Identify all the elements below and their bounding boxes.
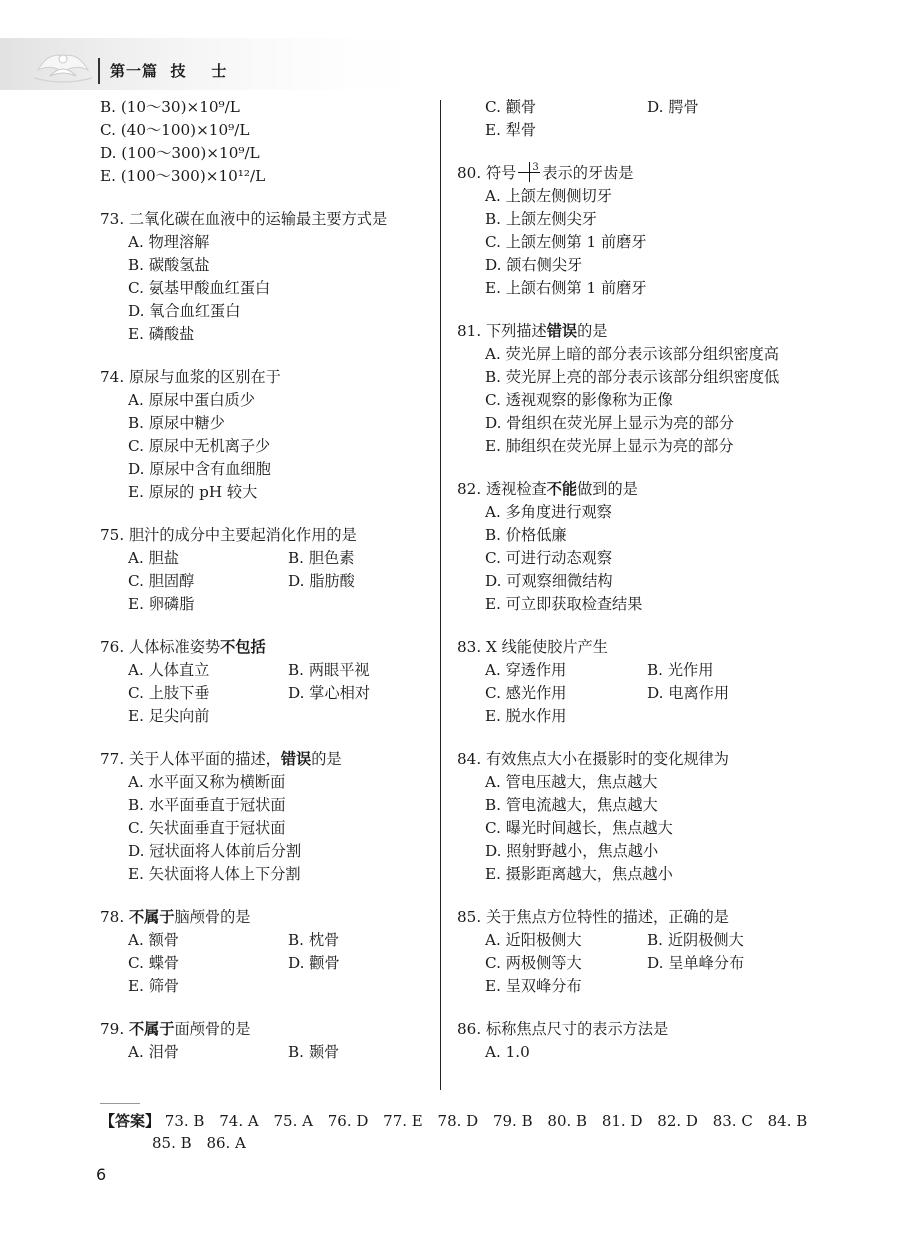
question-stem: 73. 二氧化碳在血液中的运输最主要方式是 xyxy=(100,210,388,228)
option: D. (100～300)×10⁹/L xyxy=(100,144,260,162)
option-row xyxy=(100,659,470,682)
option: A. 物理溶解 xyxy=(128,233,210,251)
option: E. 原尿的 pH 较大 xyxy=(128,483,258,501)
stem-text: 表示的牙齿是 xyxy=(542,164,634,182)
question-85 xyxy=(457,906,787,998)
option: C. 感光作用 xyxy=(485,684,567,702)
option: C. (40～100)×10⁹/L xyxy=(100,121,250,139)
option: E. 肺组织在荧光屏上显示为亮的部分 xyxy=(485,437,734,455)
question-78 xyxy=(100,906,470,998)
option: D. 颌右侧尖牙 xyxy=(485,256,583,274)
option: C. 胆固醇 xyxy=(128,572,195,590)
question-79 xyxy=(100,1018,470,1064)
option: C. 蝶骨 xyxy=(128,954,180,972)
option: A. 额骨 xyxy=(128,931,179,949)
option: D. 腭骨 xyxy=(647,98,699,116)
stem-text: 做到的是 xyxy=(577,480,638,498)
option: D. 氧合血红蛋白 xyxy=(128,302,241,320)
option: E. 摄影距离越大，焦点越小 xyxy=(485,865,673,883)
stem-text: 82. 透视检查 xyxy=(457,480,547,498)
option: A. 胆盐 xyxy=(128,549,179,567)
option: D. 可观察细微结构 xyxy=(485,572,613,590)
stem-text: 80. 符号 xyxy=(457,164,517,182)
option: B. 价格低廉 xyxy=(485,526,567,544)
stem-emphasis: 错误 xyxy=(546,322,578,340)
question-84 xyxy=(457,748,787,886)
option: E. 筛骨 xyxy=(128,977,180,995)
answer-item: 78. D xyxy=(437,1112,479,1130)
option: A. 泪骨 xyxy=(128,1043,179,1061)
answer-key xyxy=(100,1110,817,1154)
answer-item: 77. E xyxy=(383,1112,423,1130)
option: B. 近阴极侧大 xyxy=(647,931,744,949)
option: B. 管电流越大，焦点越大 xyxy=(485,796,658,814)
option: D. 掌心相对 xyxy=(288,684,371,702)
question-75 xyxy=(100,524,470,616)
stem-text: 78. xyxy=(100,908,129,926)
option-row xyxy=(100,929,470,952)
answer-item: 82. D xyxy=(657,1112,698,1130)
answer-item: 86. A xyxy=(206,1134,246,1152)
option: C. 曝光时间越长，焦点越大 xyxy=(485,819,673,837)
option-row xyxy=(457,96,787,119)
stem-text: 脑颅骨的是 xyxy=(174,908,251,926)
option: C. 上颌左侧第 1 前磨牙 xyxy=(485,233,647,251)
question-81 xyxy=(457,320,787,458)
question-80 xyxy=(457,162,787,300)
option: B. 颞骨 xyxy=(288,1043,340,1061)
question-stem: 86. 标称焦点尺寸的表示方法是 xyxy=(457,1020,669,1038)
option: C. 透视观察的影像称为正像 xyxy=(485,391,673,409)
option: B. 水平面垂直于冠状面 xyxy=(128,796,286,814)
answer-label: 【答案】 xyxy=(100,1112,161,1130)
option: A. 荧光屏上暗的部分表示该部分组织密度高 xyxy=(485,345,779,363)
option: C. 氨基甲酸血红蛋白 xyxy=(128,279,271,297)
answer-row xyxy=(100,1110,817,1132)
option: E. (100～300)×10¹²/L xyxy=(100,167,266,185)
option-row xyxy=(457,659,787,682)
option: C. 上肢下垂 xyxy=(128,684,210,702)
option: E. 足尖向前 xyxy=(128,707,210,725)
stem-text: 的是 xyxy=(311,750,342,768)
question-83 xyxy=(457,636,787,728)
stem-text: 81. 下列描述 xyxy=(457,322,547,340)
option: D. 照射野越小，焦点越小 xyxy=(485,842,659,860)
option: E. 卵磷脂 xyxy=(128,595,195,613)
question-stem: 84. 有效焦点大小在摄影时的变化规律为 xyxy=(457,750,729,768)
stem-text: 79. xyxy=(100,1020,129,1038)
tooth-quadrant-symbol xyxy=(516,162,542,182)
question-stem: 85. 关于焦点方位特性的描述，正确的是 xyxy=(457,908,729,926)
option: C. 矢状面垂直于冠状面 xyxy=(128,819,286,837)
option: E. 矢状面将人体上下分割 xyxy=(128,865,301,883)
question-stem xyxy=(100,906,470,929)
option: B. 上颌左侧尖牙 xyxy=(485,210,597,228)
option: E. 可立即获取检查结果 xyxy=(485,595,643,613)
option: B. 光作用 xyxy=(647,661,714,679)
option: A. 管电压越大，焦点越大 xyxy=(485,773,658,791)
option-row xyxy=(100,547,470,570)
option-row xyxy=(100,682,470,705)
tooth-number: 3 xyxy=(532,162,539,173)
stem-text: 77. 关于人体平面的描述， xyxy=(100,750,281,768)
option: B. 枕骨 xyxy=(288,931,340,949)
option: B. (10～30)×10⁹/L xyxy=(100,98,240,116)
header-separator xyxy=(98,58,100,84)
option: B. 原尿中糖少 xyxy=(128,414,225,432)
question-stem xyxy=(100,748,470,771)
option: B. 胆色素 xyxy=(288,549,355,567)
option: B. 荧光屏上亮的部分表示该部分组织密度低 xyxy=(485,368,780,386)
option: B. 两眼平视 xyxy=(288,661,370,679)
answer-item: 83. C xyxy=(712,1112,753,1130)
stem-text: 76. 人体标准姿势 xyxy=(100,638,221,656)
question-76 xyxy=(100,636,470,728)
answer-item: 80. B xyxy=(547,1112,588,1130)
left-column xyxy=(100,96,470,1064)
question-79-continued xyxy=(457,96,787,142)
option-row xyxy=(457,929,787,952)
question-72-continued xyxy=(100,96,470,188)
option: E. 上颌右侧第 1 前磨牙 xyxy=(485,279,647,297)
question-86 xyxy=(457,1018,787,1064)
stem-emphasis: 不属于 xyxy=(128,908,175,926)
question-stem: 83. X 线能使胶片产生 xyxy=(457,638,608,656)
stem-text: 的是 xyxy=(577,322,608,340)
section-title: 第一篇 技 士 xyxy=(110,62,228,80)
right-column xyxy=(457,96,787,1064)
stem-emphasis: 不包括 xyxy=(220,638,266,656)
question-stem xyxy=(100,636,470,659)
answer-item: 79. B xyxy=(492,1112,533,1130)
option: A. 人体直立 xyxy=(128,661,210,679)
answer-row xyxy=(100,1132,817,1154)
option-row xyxy=(100,952,470,975)
stem-emphasis: 不属于 xyxy=(128,1020,175,1038)
option: C. 颧骨 xyxy=(485,98,537,116)
option: E. 磷酸盐 xyxy=(128,325,195,343)
column-divider xyxy=(440,100,441,1090)
option: C. 原尿中无机离子少 xyxy=(128,437,271,455)
option: A. 1.0 xyxy=(485,1043,530,1061)
option: D. 原尿中含有血细胞 xyxy=(128,460,271,478)
question-stem xyxy=(100,1018,470,1041)
option-row xyxy=(457,952,787,975)
question-stem: 75. 胆汁的成分中主要起消化作用的是 xyxy=(100,526,357,544)
answer-item: 85. B xyxy=(152,1134,192,1152)
option: C. 可进行动态观察 xyxy=(485,549,613,567)
option: A. 原尿中蛋白质少 xyxy=(128,391,255,409)
question-73 xyxy=(100,208,470,346)
question-stem: 74. 原尿与血浆的区别在于 xyxy=(100,368,281,386)
question-74 xyxy=(100,366,470,504)
option: A. 多角度进行观察 xyxy=(485,503,612,521)
option: A. 上颌左侧侧切牙 xyxy=(485,187,612,205)
question-stem xyxy=(457,320,787,343)
option: A. 穿透作用 xyxy=(485,661,567,679)
answer-rule xyxy=(100,1103,140,1104)
option: C. 两极侧等大 xyxy=(485,954,582,972)
question-77 xyxy=(100,748,470,886)
option: D. 脂肪酸 xyxy=(288,572,355,590)
question-82 xyxy=(457,478,787,616)
option: D. 电离作用 xyxy=(647,684,730,702)
stem-text: 面颅骨的是 xyxy=(174,1020,251,1038)
option: E. 犁骨 xyxy=(485,121,537,139)
option-row xyxy=(100,570,470,593)
page-number: 6 xyxy=(96,1165,107,1184)
option: D. 冠状面将人体前后分割 xyxy=(128,842,302,860)
answer-item: 76. D xyxy=(327,1112,369,1130)
option: D. 骨组织在荧光屏上显示为亮的部分 xyxy=(485,414,735,432)
stem-emphasis: 不能 xyxy=(546,480,578,498)
answer-item: 81. D xyxy=(601,1112,643,1130)
option: B. 碳酸氢盐 xyxy=(128,256,210,274)
lotus-emblem-icon xyxy=(30,46,96,84)
option-row xyxy=(100,1041,470,1064)
option-row xyxy=(457,682,787,705)
answer-item: 74. A xyxy=(219,1112,259,1130)
question-stem xyxy=(457,478,787,501)
stem-emphasis: 错误 xyxy=(280,750,312,768)
option: A. 水平面又称为横断面 xyxy=(128,773,286,791)
answer-item: 73. B xyxy=(164,1112,205,1130)
answer-item: 84. B xyxy=(767,1112,808,1130)
option: D. 颧骨 xyxy=(288,954,340,972)
option: E. 脱水作用 xyxy=(485,707,567,725)
option: A. 近阳极侧大 xyxy=(485,931,582,949)
answer-item: 75. A xyxy=(273,1112,313,1130)
question-stem xyxy=(457,162,787,185)
option: E. 呈双峰分布 xyxy=(485,977,582,995)
option: D. 呈单峰分布 xyxy=(647,954,745,972)
